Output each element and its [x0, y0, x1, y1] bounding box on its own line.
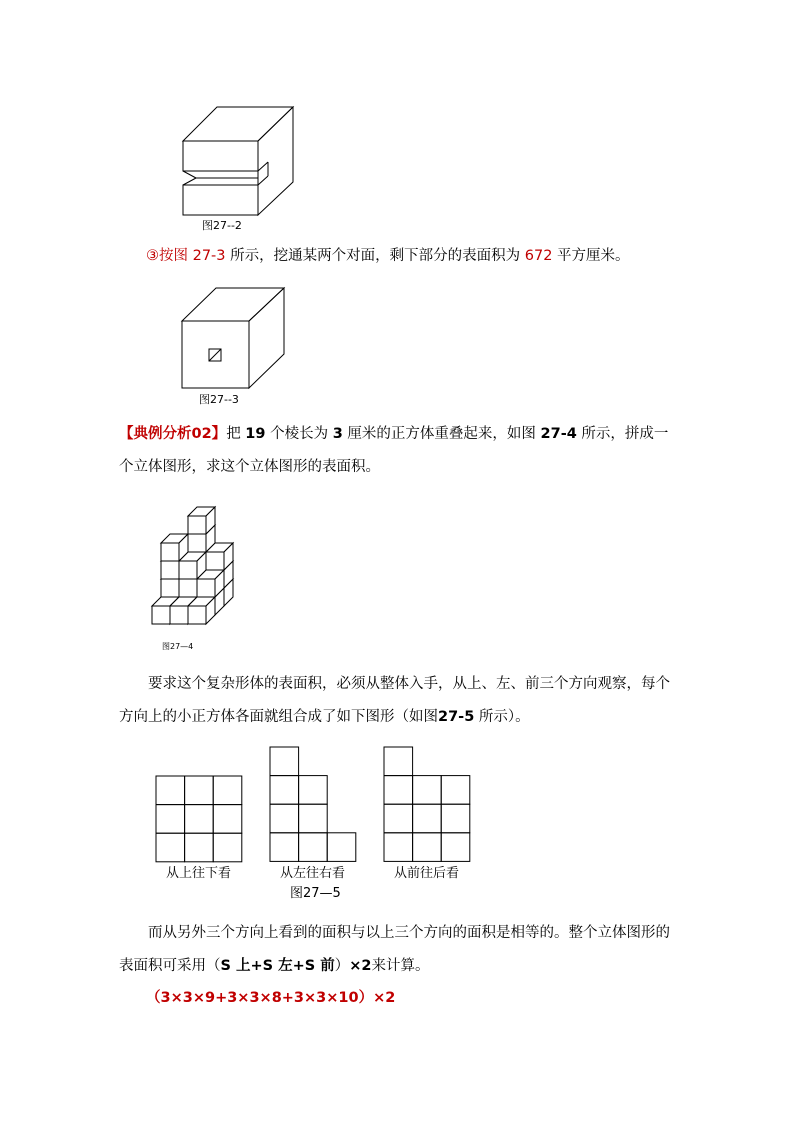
formula-line	[146, 985, 395, 1011]
paragraph-1	[146, 240, 686, 273]
figure-27-5-left-view	[269, 746, 359, 863]
para3-t4: 来计算。	[371, 958, 430, 974]
para3-t1: 而从另外三个方向上看到的面积与以上三个方向的面积是相等的。整个立体图形的表面积可采用（	[119, 925, 670, 974]
example-n3: 27-4	[540, 426, 577, 442]
figure-27-4	[150, 494, 260, 642]
example-t3: 厘米的正方体重叠起来，如图	[347, 426, 536, 442]
figure-27-5-top-view	[155, 775, 243, 863]
para3-times: ×2	[349, 958, 372, 974]
para1-prefix: ③按图	[146, 248, 188, 264]
example-t4: 所示，拼成一个立体图形，求这个立体图形的表面积。	[119, 426, 669, 475]
view-top-label: 从上往下看	[166, 866, 232, 881]
example-paragraph	[119, 418, 679, 484]
example-t2: 个棱长为	[270, 426, 329, 442]
example-n2: 3	[332, 426, 343, 442]
paragraph-3	[119, 917, 679, 983]
para3-t2: ）	[334, 958, 350, 974]
example-tag: 【典例分析02】	[119, 426, 227, 442]
example-n1: 19	[245, 426, 266, 442]
formula-text: （3×3×9+3×3×8+3×3×10）×2	[146, 990, 396, 1006]
para1-mid: 所示，挖通某两个对面，剩下部分的表面积为	[230, 248, 521, 264]
para2-t2: 所示）。	[478, 709, 530, 725]
para1-suffix: 平方厘米。	[557, 248, 630, 264]
figure-27-2-caption: 图27--2	[202, 219, 242, 232]
figure-27-5-caption: 图27—5	[290, 886, 341, 901]
figure-27-4-caption: 图27—4	[162, 642, 194, 651]
para1-value: 672	[524, 248, 553, 264]
para2-n1: 27-5	[438, 709, 475, 725]
view-front-label: 从前往后看	[394, 866, 460, 881]
figure-27-3	[180, 286, 290, 392]
example-t1: 把	[226, 426, 241, 442]
para3-formula: S 上+S 左+S 前	[220, 958, 335, 974]
figure-27-3-caption: 图27--3	[199, 393, 239, 406]
figure-27-5-front-view	[383, 746, 473, 863]
para2-t1: 要求这个复杂形体的表面积，必须从整体入手，从上、左、前三个方向观察，每个方向上的小正方体各面就组合成了如下图形（如图	[119, 676, 670, 725]
para1-fig: 27-3	[192, 248, 226, 264]
view-left-label: 从左往右看	[280, 866, 346, 881]
paragraph-2	[119, 668, 679, 734]
figure-27-2	[180, 104, 300, 219]
